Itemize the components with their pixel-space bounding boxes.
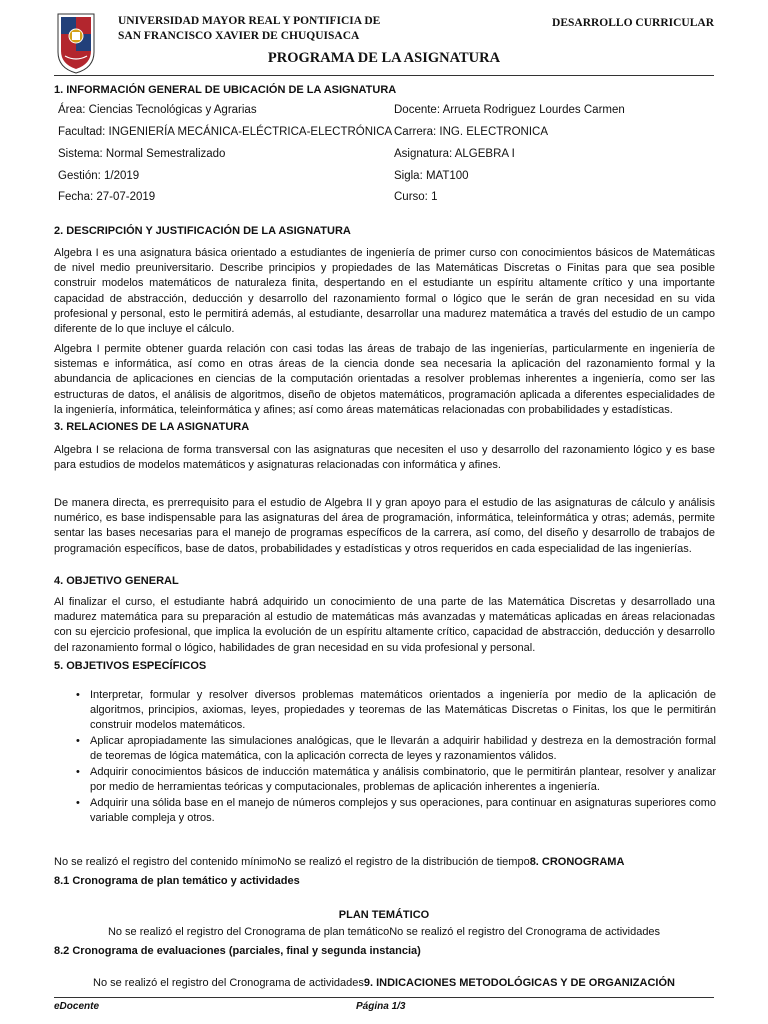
section-8-1-title: 8.1 Cronograma de plan temático y actividades bbox=[54, 875, 300, 887]
list-item: • Adquirir una sólida base en el manejo de números complejos y sus operaciones, para continuar en asignaturas superiores como variable compleja y otros. bbox=[76, 796, 716, 825]
university-name-line2: SAN FRANCISCO XAVIER DE CHUQUISACA bbox=[118, 30, 360, 42]
section-2-title: 2. DESCRIPCIÓN Y JUSTIFICACIÓN DE LA ASIGNATURA bbox=[54, 225, 351, 237]
section-3-paragraph-1: Algebra I se relaciona de forma transversal con las asignaturas que necesiten el uso y desarrollo del razonamiento lógico y es base para estudios de modelos matemáticos y asignaturas relacionadas con informática y afines. bbox=[54, 444, 715, 472]
list-item: • Adquirir conocimientos básicos de inducción matemática y análisis combinatorio, que le permitirán plantear, resolver y analizar por medio de herramientas teóricas y computacionales, problemas de aplicación inherentes a ingeniería. bbox=[76, 766, 716, 794]
section-4-paragraph: Al finalizar el curso, el estudiante habrá adquirido un conocimiento de una parte de las Matemática Discretas y desarrollado una madurez matemática para su preparación al estudio de matemáticas más avanzadas y matemáticas aplicadas en áreas relacionadas con su ejercicio profesional, que implica la evolución de un espíritu altamente crítico, capacidad de abstracción, deducción y desarrollo del razonamiento formal o lógico, habilidades de gran necesidad en su vida profesional y personal. bbox=[54, 596, 715, 654]
section-8-2-title: 8.2 Cronograma de evaluaciones (parciales, final y segunda instancia) bbox=[54, 945, 421, 957]
section-8-title: 8. CRONOGRAMA bbox=[529, 856, 625, 868]
section-4-title: 4. OBJETIVO GENERAL bbox=[54, 575, 179, 587]
department-label: DESARROLLO CURRICULAR bbox=[552, 17, 714, 29]
section-5-title: 5. OBJETIVOS ESPECÍFICOS bbox=[54, 660, 207, 672]
info-area: Área: Ciencias Tecnológicas y Agrarias bbox=[58, 104, 257, 116]
section-3-paragraph-2: De manera directa, es prerrequisito para el estudio de Algebra II y gran apoyo para el estudio de las asignaturas de cálculo y análisis numérico, es base indispensable para las asignaturas del área de programación, informática, teleinformática y otras; además, permite sentar las bases necesarias para el manejo de programas específicos de la carrera, así como, del diseño y desarrollo de trabajos de programación específicos, base de datos, probabilidades y estadísticas y otros requeridos en cada especialidad de las ingenierías. bbox=[54, 497, 715, 555]
info-faculty: Facultad: INGENIERÍA MECÁNICA-ELÉCTRICA-ELECTRÓNICA bbox=[58, 126, 393, 138]
section-1-title: 1. INFORMACIÓN GENERAL DE UBICACIÓN DE LA ASIGNATURA bbox=[54, 84, 397, 96]
info-code: Sigla: MAT100 bbox=[394, 170, 469, 182]
university-name-line1: UNIVERSIDAD MAYOR REAL Y PONTIFICIA DE bbox=[118, 15, 381, 27]
footer-left: eDocente bbox=[54, 1001, 100, 1012]
bullet-icon: • bbox=[76, 796, 80, 809]
list-item: • Interpretar, formular y resolver diversos problemas matemáticos orientados a ingeniería por medio de la aplicación de algoritmos, principios, axiomas, leyes, propiedades y teoremas de las Matemáticas Discretas o Finitas, los que le permitirán construir modelos matemáticos. bbox=[76, 689, 716, 732]
info-teacher: Docente: Arrueta Rodriguez Lourdes Carmen bbox=[394, 104, 625, 116]
info-career: Carrera: ING. ELECTRONICA bbox=[394, 126, 548, 138]
page-title: PROGRAMA DE LA ASIGNATURA bbox=[267, 50, 501, 66]
list-item: • Aplicar apropiadamente las simulaciones analógicas, que le llevarán a adquirir habilidad y destreza en la demostración formal de teoremas de lógica matemática, con la aplicación correcta de leyes y razonamientos válidos. bbox=[76, 735, 716, 763]
section-3-title: 3. RELACIONES DE LA ASIGNATURA bbox=[54, 421, 250, 433]
section-9-title: 9. INDICACIONES METODOLÓGICAS Y DE ORGANIZACIÓN bbox=[363, 977, 675, 989]
no-record-line: No se realizó el registro del contenido mínimoNo se realizó el registro de la distribución de tiempo8. CRONOGRAMA bbox=[54, 856, 625, 868]
footer-divider bbox=[54, 997, 714, 998]
plan-tematico-line: No se realizó el registro del Cronograma de plan temáticoNo se realizó el registro del Cronograma de actividades bbox=[107, 926, 661, 938]
info-gestion: Gestión: 1/2019 bbox=[58, 170, 140, 182]
section-2-paragraph-2: Algebra I permite obtener guarda relación con casi todas las áreas de trabajo de las ingenierías, particularmente en ingeniería de sistemas e informática, así como en otras áreas de la ciencia donde sea necesaria la aplicación del razonamiento formal y la abundancia de aplicaciones en ciencias de la computación orientadas a resolver problemas inherentes a ingeniería, como ser las estructuras de datos, el análisis de algoritmos, diseño de objetos matemáticos, programación aplicada a diferentes especialidades de la ingeniería, informática, teleinformática y afines; así como áreas matemáticas relacionadas con probabilidades y estadísticas. bbox=[54, 343, 715, 416]
info-subject: Asignatura: ALGEBRA I bbox=[394, 148, 515, 160]
info-date: Fecha: 27-07-2019 bbox=[58, 191, 156, 203]
bullet-icon: • bbox=[76, 689, 80, 701]
bullet-icon: • bbox=[76, 766, 80, 779]
specific-objectives-list bbox=[76, 688, 716, 827]
page-number: Página 1/3 bbox=[356, 1001, 406, 1012]
header-divider bbox=[54, 75, 714, 76]
plan-tematico-title: PLAN TEMÁTICO bbox=[338, 909, 430, 921]
info-course: Curso: 1 bbox=[394, 191, 438, 203]
bullet-icon: • bbox=[76, 735, 80, 748]
last-record-line: No se realizó el registro del Cronograma de actividades9. INDICACIONES METODOLÓGICAS Y DE ORGANIZACIÓN bbox=[93, 977, 675, 989]
info-system: Sistema: Normal Semestralizado bbox=[58, 148, 226, 160]
section-2-paragraph-1: Algebra I es una asignatura básica orientado a estudiantes de ingeniería de primer curso con conocimientos básicos de Matemáticas de nivel medio preuniversitario. Describe principios y propiedades de las Matemáticas Discretas o Finitas para que sea posible construir modelos matemáticos de naturaleza finita, despertando en el estudiante un espíritu altamente crítico y una importante capacidad de abstracción, deducción y desarrollo del razonamiento formal o lógico que le serán de gran necesidad en su vida profesional y personal, esto le permitirá además, al estudiante, desarrollar una madurez matemática a través del estudio de un campo diferente de lo que incluye el cálculo. bbox=[54, 247, 715, 336]
